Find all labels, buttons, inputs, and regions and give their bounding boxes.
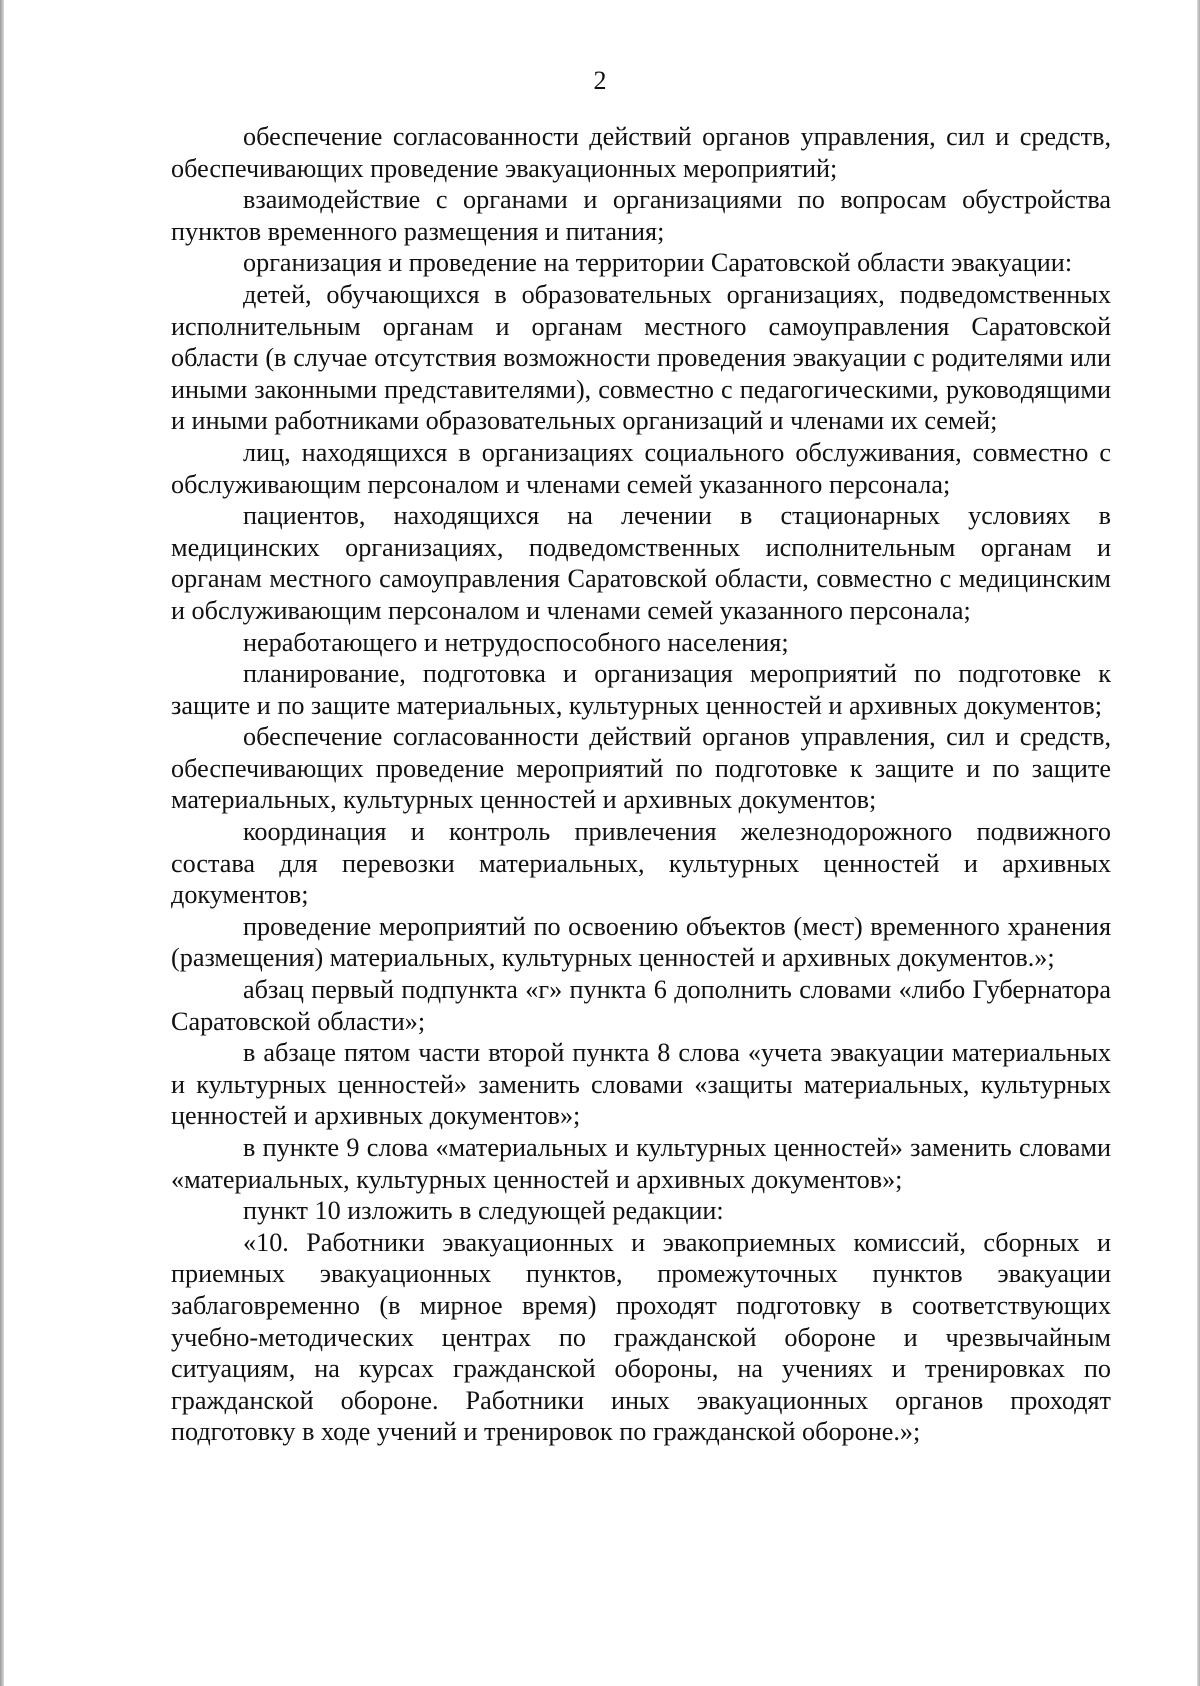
paragraph: координация и контроль привлечения железнодорожного подвижного состава для перевозки материальных, культурных ценностей и архивных документов; [171,817,1111,910]
document-body [171,121,1111,1448]
paragraph: обеспечение согласованности действий органов управления, сил и средств, обеспечивающих проведение эвакуационных мероприятий; [171,122,1111,183]
paragraph: обеспечение согласованности действий органов управления, сил и средств, обеспечивающих проведение мероприятий по подготовке к защите и по защите материальных, культурных ценностей и архивных документов; [171,722,1111,815]
paragraph: детей, обучающихся в образовательных организациях, подведомственных исполнительным органам и органам местного самоуправления Саратовской области (в случае отсутствия возможности проведения эвакуации с родителями или иными законными представителями), совместно с педагогическими, руководящими и иными работниками образовательных организаций и членами их семей; [171,279,1111,436]
paragraph: неработающего и нетрудоспособного населения; [243,627,789,657]
scan-edge-left [0,0,4,1686]
paragraph: абзац первый подпункта «г» пункта 6 дополнить словами «либо Губернатора Саратовской области»; [171,975,1111,1036]
paragraph: в абзаце пятом части второй пункта 8 слова «учета эвакуации материальных и культурных ценностей» заменить словами «защиты материальных, культурных ценностей и архивных документов»; [171,1038,1111,1131]
paragraph: планирование, подготовка и организация мероприятий по подготовке к защите и по защите материальных, культурных ценностей и архивных документов; [171,659,1111,720]
paragraph: организация и проведение на территории Саратовской области эвакуации: [243,248,1073,278]
paragraph: в пункте 9 слова «материальных и культурных ценностей» заменить словами «материальных, культурных ценностей и архивных документов»; [171,1133,1111,1194]
paragraph: проведение мероприятий по освоению объектов (мест) временного хранения (размещения) материальных, культурных ценностей и архивных документов.»; [171,911,1111,973]
page-number: 2 [593,66,607,95]
paragraph: пункт 10 изложить в следующей редакции: [243,1196,724,1226]
paragraph: взаимодействие с органами и организациями по вопросам обустройства пунктов временного размещения и питания; [171,185,1111,246]
paragraph: лиц, находящихся в организациях социального обслуживания, совместно с обслуживающим персоналом и членами семей указанного персонала; [171,437,1111,499]
paragraph: «10. Работники эвакуационных и эвакоприемных комиссий, сборных и приемных эвакуационных пунктов, промежуточных пунктов эвакуации заблаговременно (в мирное время) проходят подготовку в соответствующих учебно-методических центрах по гражданской обороне и чрезвычайным ситуациям, на курсах гражданской обороны, на учениях и тренировках по гражданской обороне. Работники иных эвакуационных органов проходят подготовку в ходе учений и тренировок по гражданской обороне.»; [171,1227,1111,1447]
paragraph: пациентов, находящихся на лечении в стационарных условиях в медицинских организациях, подведомственных исполнительным органам и органам местного самоуправления Саратовской области, совместно с медицинским и обслуживающим персоналом и членами семей указанного персонала; [171,501,1111,625]
